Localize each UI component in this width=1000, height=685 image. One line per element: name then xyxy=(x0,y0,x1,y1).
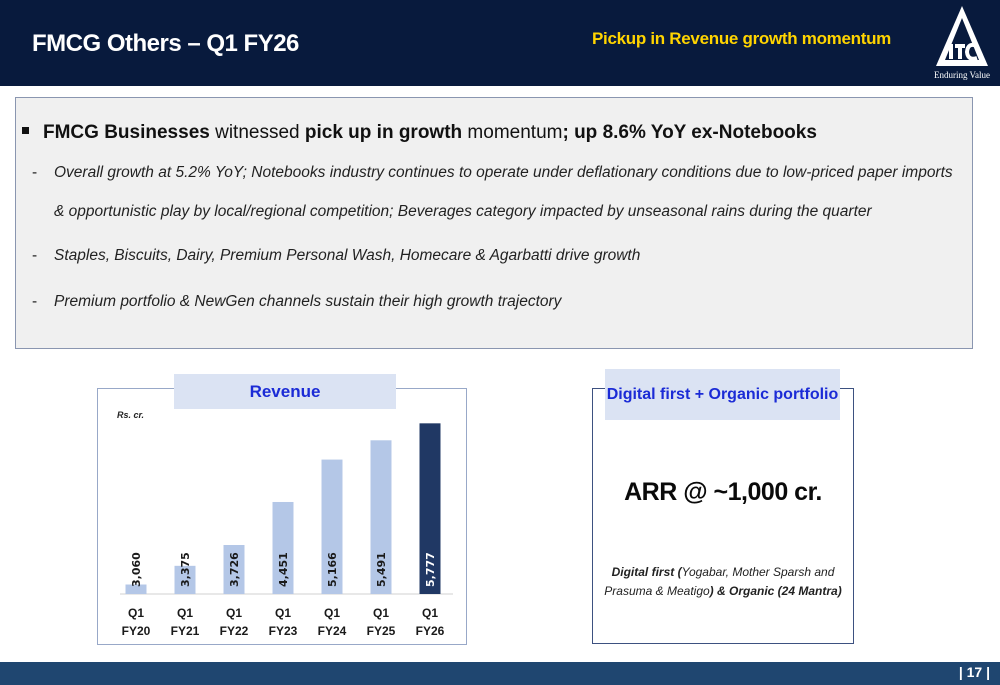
itc-logo xyxy=(928,4,996,82)
tagline: Pickup in Revenue growth momentum xyxy=(592,29,891,48)
x-tick-label: Q1 xyxy=(225,606,243,620)
x-tick-label: FY21 xyxy=(170,624,200,638)
page-number: | 17 | xyxy=(958,664,990,680)
x-tick-label: Q1 xyxy=(127,606,145,620)
x-tick-label: Q1 xyxy=(323,606,341,620)
x-tick-label: FY24 xyxy=(317,624,347,638)
bullet-overall-growth xyxy=(32,164,953,182)
bar-value-label: 3,060 xyxy=(130,552,143,587)
note-brand-list: Yogabar, Mother Sparsh and Prasuma & Meatigo xyxy=(604,565,835,598)
x-tick-label: Q1 xyxy=(274,606,292,620)
revenue-bar-chart xyxy=(98,389,466,644)
bar-value-label: 5,166 xyxy=(326,552,339,587)
digital-brands-note xyxy=(600,563,846,601)
dash-bullet: - xyxy=(32,247,38,264)
digital-panel-title: Digital first + Organic portfolio xyxy=(605,369,840,420)
bullet-growth-drivers xyxy=(32,247,640,265)
x-tick-label: FY26 xyxy=(415,624,445,638)
bullet-premium-portfolio xyxy=(32,293,561,311)
bullet-text: Staples, Biscuits, Dairy, Premium Personal Wash, Homecare & Agarbatti drive growth xyxy=(54,247,641,264)
headline-bold-1: FMCG Businesses xyxy=(43,122,210,143)
x-tick-label: FY20 xyxy=(121,624,151,638)
bullet-text: Overall growth at 5.2% YoY; Notebooks industry continues to operate under deflationary conditions due to low-priced paper imports xyxy=(54,164,953,181)
bullet-overall-growth-continued: & opportunistic play by local/regional competition; Beverages category impacted by unseasonal rains during the quarter xyxy=(54,203,872,220)
note-bold-1: Digital first ( xyxy=(611,565,682,579)
dash-bullet: - xyxy=(32,293,38,310)
bullet-text: Premium portfolio & NewGen channels sustain their high growth trajectory xyxy=(54,293,562,310)
bar-value-label: 3,726 xyxy=(228,552,241,587)
bar-value-label: 5,777 xyxy=(424,552,437,587)
highlights-box xyxy=(15,97,973,349)
page-title: FMCG Others – Q1 FY26 xyxy=(32,30,299,57)
note-bold-2: ) & Organic (24 Mantra) xyxy=(709,584,842,598)
revenue-chart-title: Revenue xyxy=(174,374,396,409)
bar-value-label: 4,451 xyxy=(277,552,290,587)
itc-logo-icon xyxy=(934,4,990,70)
slide-header xyxy=(0,0,1000,86)
headline-bold-3: ; up 8.6% YoY ex-Notebooks xyxy=(562,122,817,143)
x-tick-label: Q1 xyxy=(372,606,390,620)
arr-value: ARR @ ~1,000 cr. xyxy=(624,478,822,506)
bar-value-label: 5,491 xyxy=(375,552,388,587)
headline-bold-2: pick up in growth xyxy=(304,122,463,143)
x-tick-label: Q1 xyxy=(176,606,194,620)
square-bullet-icon xyxy=(22,127,29,134)
slide-footer xyxy=(0,662,1000,685)
headline xyxy=(22,122,817,144)
digital-organic-panel xyxy=(592,388,854,644)
x-tick-label: FY25 xyxy=(366,624,396,638)
x-tick-label: Q1 xyxy=(421,606,439,620)
x-tick-label: FY23 xyxy=(268,624,298,638)
headline-text-1: witnessed xyxy=(209,122,305,143)
x-tick-label: FY22 xyxy=(219,624,249,638)
headline-text-2: momentum xyxy=(462,122,563,143)
logo-caption: Enduring Value xyxy=(933,70,991,80)
chart-unit-label: Rs. cr. xyxy=(117,410,145,420)
dash-bullet: - xyxy=(32,164,38,181)
bar-value-label: 3,375 xyxy=(179,552,192,587)
